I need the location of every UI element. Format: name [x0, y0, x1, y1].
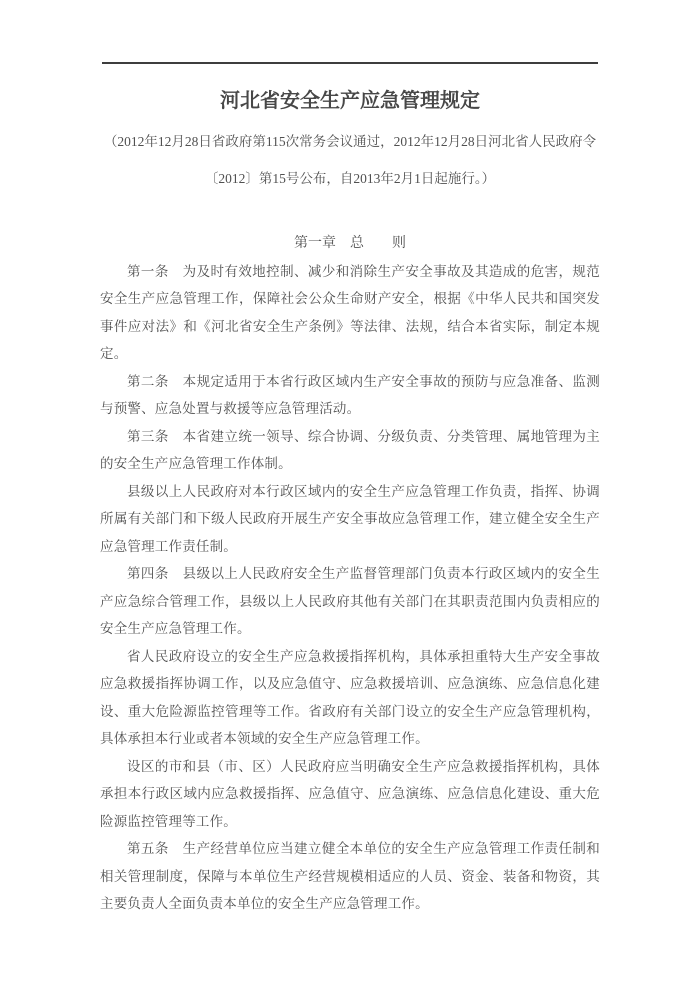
paragraph-article-2: 第二条 本规定适用于本省行政区域内生产安全事故的预防与应急准备、监测与预警、应急处置与救援等应急管理活动。 [100, 373, 600, 416]
paragraph-article-1: 第一条 为及时有效地控制、减少和消除生产安全事故及其造成的危害，规范安全生产应急管理工作，保障社会公众生命财产安全，根据《中华人民共和国突发事件应对法》和《河北省安全生产条例》等法律、法规，结合本省实际，制定本规定。 [100, 263, 600, 361]
paragraph-article-4-clause-3: 设区的市和县（市、区）人民政府应当明确安全生产应急救援指挥机构，具体承担本行政区域内应急救援指挥、应急值守、应急演练、应急信息化建设、重大危险源监控管理等工作。 [100, 758, 600, 829]
paragraph-article-5: 第五条 生产经营单位应当建立健全本单位的安全生产应急管理工作责任制和相关管理制度，保障与本单位生产经营规模相适应的人员、资金、装备和物资，其主要负责人全面负责本单位的安全生产应急管理工作。 [100, 841, 600, 911]
paragraph-article-3-clause-2: 县级以上人民政府对本行政区域内的安全生产应急管理工作负责，指挥、协调所属有关部门和下级人民政府开展生产安全事故应急管理工作，建立健全安全生产应急管理工作责任制。 [100, 483, 600, 554]
document-page [100, 0, 600, 918]
paragraph-article-3: 第三条 本省建立统一领导、综合协调、分级负责、分类管理、属地管理为主的安全生产应急管理工作体制。 [100, 428, 600, 471]
header-rule [102, 62, 598, 64]
subtitle-line-2: 〔2012〕第15号公布，自2013年2月1日起施行。） [204, 171, 496, 186]
paragraph-article-4: 第四条 县级以上人民政府安全生产监督管理部门负责本行政区域内的安全生产应急综合管理工作，县级以上人民政府其他有关部门在其职责范围内负责相应的安全生产应急管理工作。 [100, 566, 600, 636]
document-title: 河北省安全生产应急管理规定 [220, 90, 480, 112]
document-body [100, 258, 600, 918]
chapter-heading: 第一章 总 则 [294, 236, 406, 251]
document-subtitle [100, 123, 600, 197]
paragraph-article-4-clause-2: 省人民政府设立的安全生产应急救援指挥机构，具体承担重特大生产安全事故应急救援指挥协调工作，以及应急值守、应急救援培训、应急演练、应急信息化建设、重大危险源监控管理等工作。省政府有关部门设立的安全生产应急管理机构，具体承担本行业或者本领域的安全生产应急管理工作。 [100, 648, 600, 746]
subtitle-line-1: （2012年12月28日省政府第115次常务会议通过，2012年12月28日河北省人民政府令 [103, 134, 597, 149]
